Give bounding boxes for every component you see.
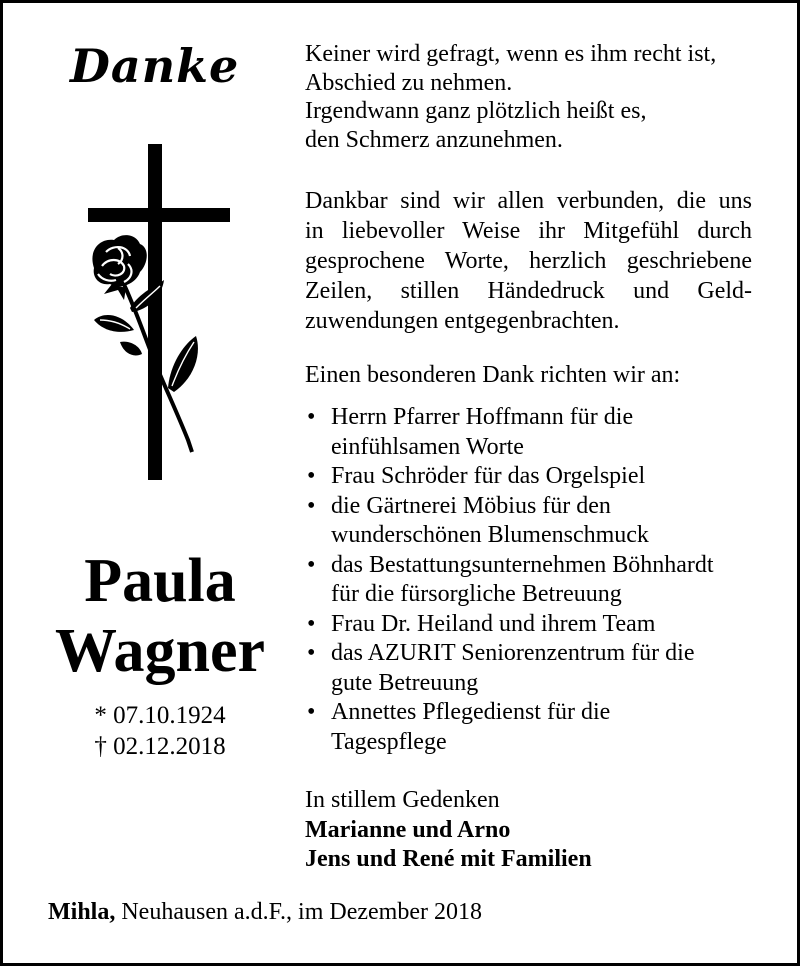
list-item-line: • Annettes Pflegedienst für die xyxy=(331,699,611,725)
list-item-line: wunderschönen Blumenschmuck xyxy=(331,522,649,548)
paragraph-line: Zeilen, stillen Händedruck und Geld- xyxy=(305,278,752,304)
closing-line: In stillem Gedenken xyxy=(305,787,500,813)
list-item xyxy=(305,639,765,698)
family-line: Jens und René mit Familien xyxy=(305,846,592,872)
poem-line: Keiner wird gefragt, wenn es ihm recht ist, xyxy=(305,41,717,67)
poem-line: Irgendwann ganz plötzlich heißt es, xyxy=(305,98,647,124)
list-item xyxy=(305,462,765,492)
death-date: † 02.12.2018 xyxy=(94,733,226,760)
birth-date: * 07.10.1924 xyxy=(94,702,226,729)
list-item-line: • das AZURIT Seniorenzentrum für die xyxy=(331,640,695,666)
heading-danke: Danke xyxy=(70,39,240,93)
cross-with-rose-icon xyxy=(84,140,234,485)
list-item xyxy=(305,403,765,462)
deceased-first-name: Paula xyxy=(84,547,236,615)
special-thanks-intro: Einen besonderen Dank richten wir an: xyxy=(305,362,681,388)
footer-place-date xyxy=(48,897,482,927)
list-item-line: • Herrn Pfarrer Hoffmann für die xyxy=(331,404,634,430)
list-item-line: • die Gärtnerei Möbius für den xyxy=(331,492,611,519)
list-item-line: • das Bestattungsunternehmen Böhnhardt xyxy=(331,551,714,578)
list-item xyxy=(305,698,765,757)
deceased-last-name: Wagner xyxy=(54,617,266,685)
footer-place: Mihla, xyxy=(48,899,116,925)
special-thanks-list xyxy=(305,403,765,757)
poem xyxy=(305,40,755,154)
list-item xyxy=(305,610,765,640)
closing xyxy=(305,786,592,875)
list-item-line: • Frau Dr. Heiland und ihrem Team xyxy=(331,610,656,637)
paragraph-line: in liebevoller Weise ihr Mitgefühl durch xyxy=(305,218,752,244)
thanks-paragraph xyxy=(305,186,752,336)
poem-line: Abschied zu nehmen. xyxy=(305,69,513,96)
paragraph-line: gesprochene Worte, herzlich geschriebene xyxy=(305,248,752,274)
list-item-line: für die fürsorgliche Betreuung xyxy=(331,581,622,607)
list-item-line: gute Betreuung xyxy=(331,669,479,696)
paragraph-line: Dankbar sind wir allen verbunden, die uns xyxy=(305,188,752,214)
list-item xyxy=(305,492,765,551)
family-line: Marianne und Arno xyxy=(305,816,511,843)
poem-line: den Schmerz anzunehmen. xyxy=(305,126,563,153)
list-item-line: einfühlsamen Worte xyxy=(331,433,524,460)
list-item xyxy=(305,551,765,610)
list-item-line: • Frau Schröder für das Orgelspiel xyxy=(331,463,646,489)
paragraph-line: zuwendungen entgegenbrachten. xyxy=(305,308,620,334)
footer-rest: Neuhausen a.d.F., im Dezember 2018 xyxy=(115,899,482,925)
list-item-line: Tagespflege xyxy=(331,728,447,755)
